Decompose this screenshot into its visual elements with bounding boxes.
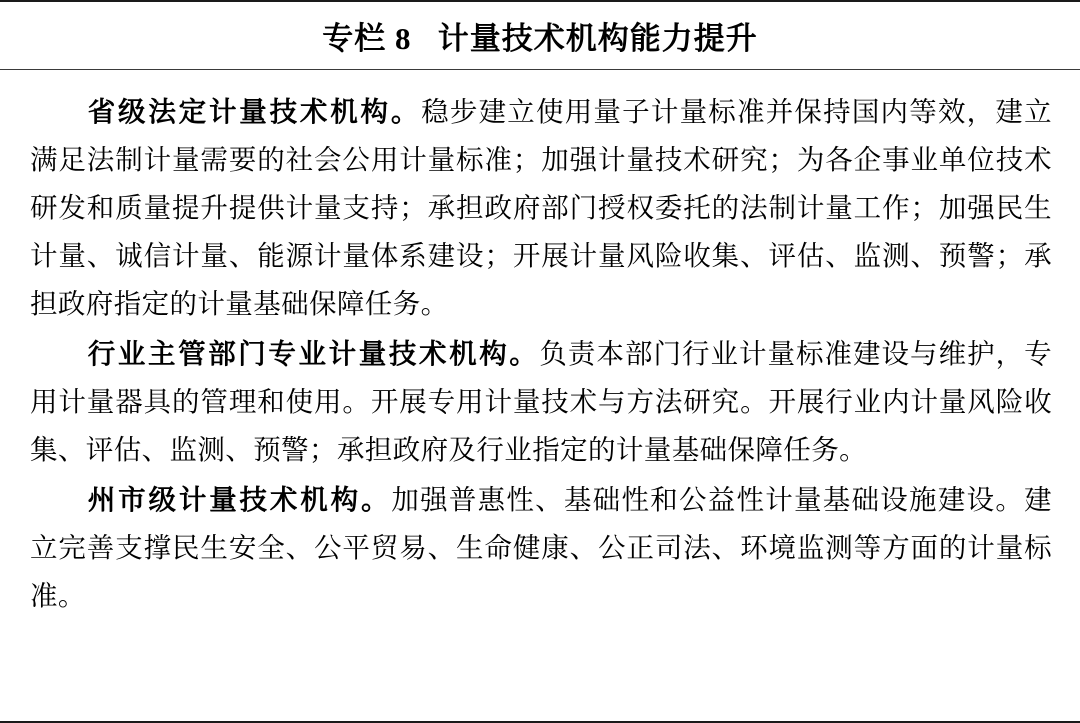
paragraph: [30, 330, 1052, 474]
paragraph-text: 稳步建立使用量子计量标准并保持国内等效，建立满足法制计量需要的社会公用计量标准；加强计量技术研究；为各企事业单位技术研发和质量提升提供计量支持；承担政府部门授权委托的法制计量工作；加强民生计量、诚信计量、能源计量体系建设；开展计量风险收集、评估、监测、预警；承担政府指定的计量基础保障任务。: [30, 96, 1052, 319]
callout-body: [0, 70, 1080, 620]
page-title: 专栏 8 计量技术机构能力提升: [322, 21, 758, 56]
paragraph-lead: 行业主管部门专业计量技术机构。: [87, 338, 540, 369]
paragraph-text: 负责本部门行业计量标准建设与维护，专用计量器具的管理和使用。开展专用计量技术与方法研究。开展行业内计量风险收集、评估、监测、预警；承担政府及行业指定的计量基础保障任务。: [30, 338, 1053, 465]
callout-title-bar: [0, 2, 1080, 70]
paragraph: [30, 88, 1052, 328]
paragraph: [30, 476, 1052, 620]
paragraph-lead: 州市级计量技术机构。: [87, 484, 392, 515]
paragraph-lead: 省级法定计量技术机构。: [87, 96, 422, 127]
paragraph-text: 加强普惠性、基础性和公益性计量基础设施建设。建立完善支撑民生安全、公平贸易、生命健康、公正司法、环境监测等方面的计量标准。: [30, 484, 1052, 611]
